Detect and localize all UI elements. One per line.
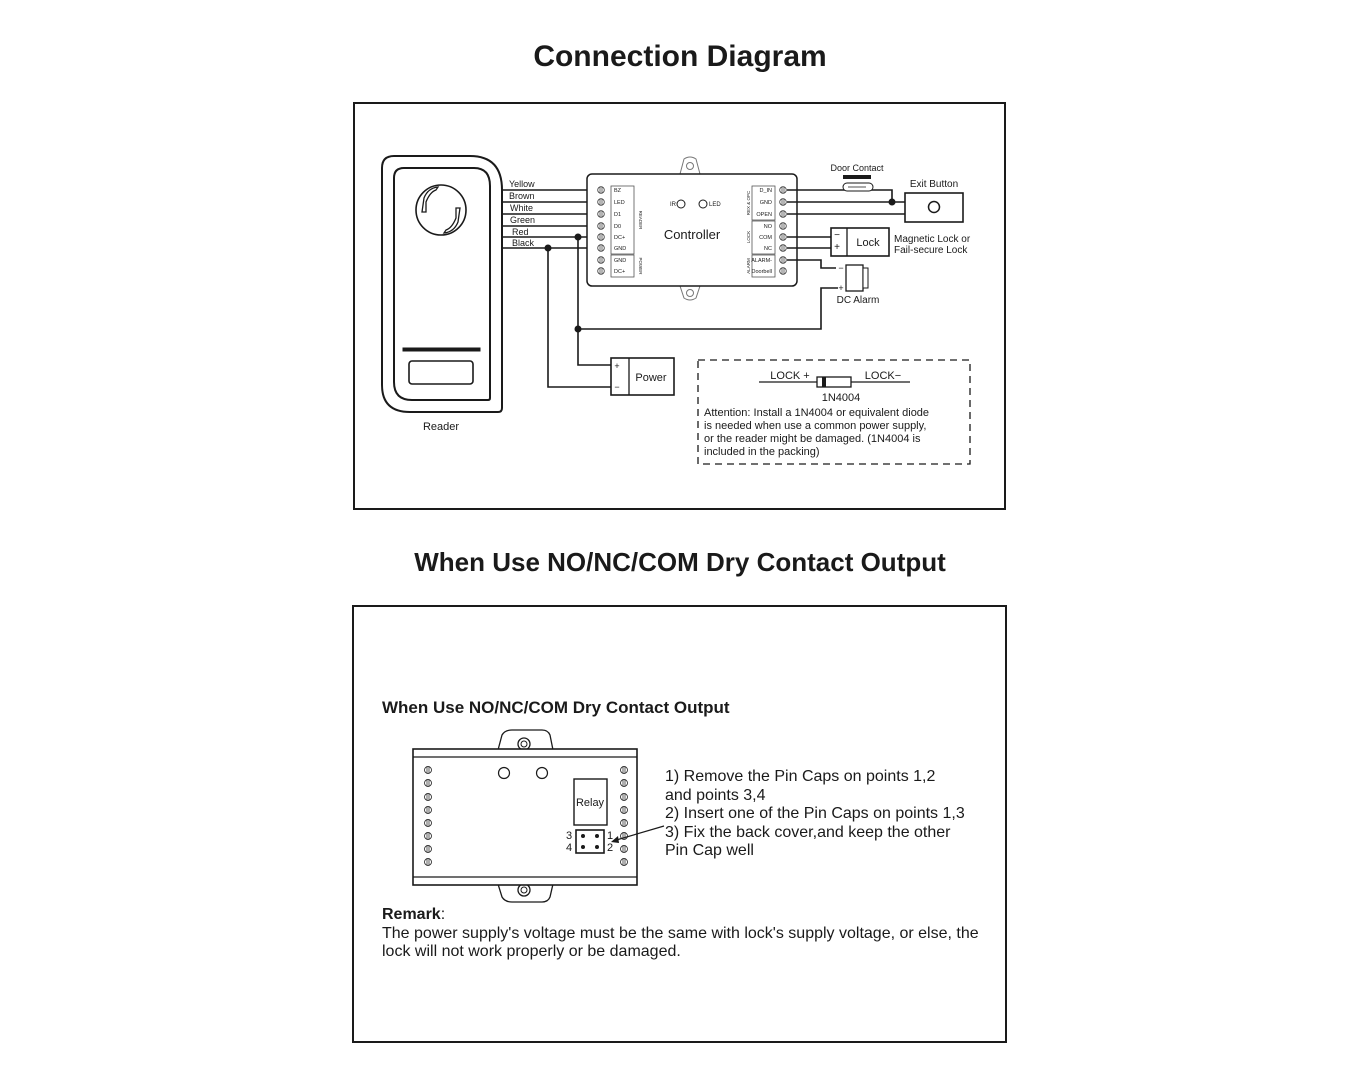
svg-text:POWER: POWER <box>638 257 643 275</box>
svg-text:White: White <box>510 203 534 213</box>
svg-text:Red: Red <box>512 227 529 237</box>
svg-text:3: 3 <box>565 830 573 842</box>
svg-text:LED: LED <box>614 200 625 206</box>
remark-block <box>382 906 992 962</box>
exit-button-device <box>905 179 963 222</box>
svg-text:ALARM-: ALARM- <box>751 258 772 264</box>
svg-text:READER: READER <box>638 210 643 230</box>
svg-text:+: + <box>838 283 844 293</box>
svg-text:Black: Black <box>512 238 535 248</box>
svg-text:−: − <box>614 382 620 392</box>
svg-text:Fail-secure Lock: Fail-secure Lock <box>894 245 968 256</box>
svg-text:−: − <box>838 263 844 273</box>
svg-text:−: − <box>834 230 840 241</box>
lock-device <box>831 228 971 256</box>
svg-text:1: 1 <box>606 830 614 842</box>
svg-text:OPEN: OPEN <box>756 212 772 218</box>
svg-text:DC+: DC+ <box>614 269 626 275</box>
svg-text:+: + <box>834 242 840 253</box>
svg-text:GND: GND <box>614 258 627 264</box>
svg-text:GND: GND <box>759 200 772 206</box>
svg-text:LOCK: LOCK <box>746 230 751 244</box>
svg-text:is needed when use a common po: is needed when use a common power supply, <box>704 420 927 432</box>
step-line: 1) Remove the Pin Caps on points 1,2 <box>665 768 936 785</box>
svg-text:NO: NO <box>763 224 772 230</box>
svg-text:ALARM: ALARM <box>746 258 751 274</box>
svg-text:NC: NC <box>764 246 772 252</box>
diode-note-box <box>698 360 970 464</box>
svg-text:Magnetic Lock or: Magnetic Lock or <box>894 234 971 245</box>
svg-text:+: + <box>614 361 620 371</box>
svg-text:included in the packing): included in the packing) <box>704 446 820 458</box>
svg-text:Door Contact: Door Contact <box>830 163 884 173</box>
svg-text:Doorbell: Doorbell <box>751 269 772 275</box>
svg-text:4: 4 <box>565 842 573 854</box>
step-line: 3) Fix the back cover,and keep the other <box>665 823 951 841</box>
svg-text:D_IN: D_IN <box>759 188 772 194</box>
svg-text:Lock: Lock <box>856 237 880 249</box>
remark-label: Remark <box>382 906 441 923</box>
svg-text:D1: D1 <box>614 212 622 218</box>
svg-text:REX & OPC: REX & OPC <box>746 190 751 216</box>
svg-text:COM: COM <box>759 235 772 241</box>
power-supply <box>611 358 674 395</box>
svg-text:LED: LED <box>709 202 721 208</box>
svg-text:D0: D0 <box>614 224 622 230</box>
svg-text:1N4004: 1N4004 <box>821 392 861 404</box>
remark-text: The power supply's voltage must be the same with lock's supply voltage, or else, the lock will not work properly or be damaged. <box>382 924 979 960</box>
svg-text:Brown: Brown <box>509 191 535 201</box>
connection-diagram-title: Connection Diagram <box>533 40 827 73</box>
svg-text:Power: Power <box>635 372 667 384</box>
remark-colon: : <box>440 906 446 923</box>
svg-text:GND: GND <box>614 246 627 252</box>
svg-text:Relay: Relay <box>575 797 605 809</box>
svg-text:LOCK +: LOCK + <box>770 370 810 382</box>
controller-device <box>587 157 797 300</box>
svg-text:IR: IR <box>670 202 676 208</box>
dry-contact-title: When Use NO/NC/COM Dry Contact Output <box>414 547 946 577</box>
reader-device <box>382 156 502 412</box>
svg-text:Green: Green <box>510 215 536 225</box>
svg-text:Yellow: Yellow <box>509 179 535 189</box>
step-line: and points 3,4 <box>665 786 766 804</box>
dc-alarm-device <box>837 263 880 306</box>
svg-text:Controller: Controller <box>663 227 721 242</box>
svg-text:DC Alarm: DC Alarm <box>836 295 880 306</box>
svg-text:Exit Button: Exit Button <box>909 179 959 190</box>
dry-contact-steps <box>665 768 965 861</box>
svg-text:BZ: BZ <box>614 188 622 194</box>
svg-text:2: 2 <box>606 842 614 854</box>
step-line: 2) Insert one of the Pin Caps on points 1,3 <box>665 805 965 822</box>
door-contact <box>830 163 884 191</box>
svg-text:DC+: DC+ <box>614 235 626 241</box>
svg-text:or the reader might be damaged: or the reader might be damaged. (1N4004 is <box>704 433 921 445</box>
svg-text:LOCK−: LOCK− <box>864 370 902 382</box>
step-line: Pin Cap well <box>665 842 754 859</box>
dry-contact-inner-title: When Use NO/NC/COM Dry Contact Output <box>382 698 730 717</box>
reader-label: Reader <box>422 421 460 433</box>
svg-text:Attention: Install a 1N4004 or: Attention: Install a 1N4004 or equivalent diode <box>704 407 930 419</box>
